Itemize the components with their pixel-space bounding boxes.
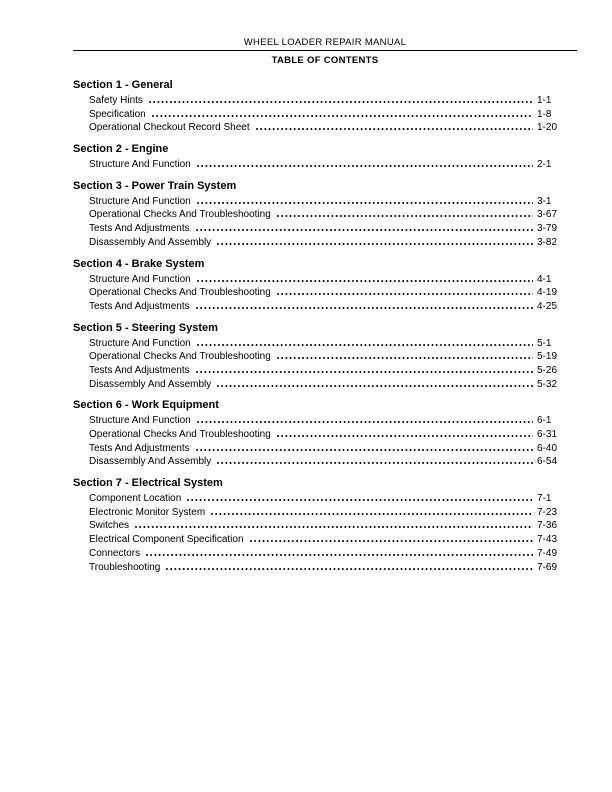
toc-entry (73, 428, 577, 442)
toc-entry (73, 300, 577, 314)
section-heading: Section 4 - Brake System (73, 257, 205, 270)
dot-leader-icon (277, 435, 533, 437)
toc-entry-page: 4-25 (537, 300, 558, 312)
toc-entry (73, 519, 577, 533)
toc-entry-page: 7-36 (537, 520, 558, 532)
toc-entry-page: 7-1 (537, 493, 552, 505)
toc-section (73, 135, 577, 172)
toc-entry (73, 121, 577, 135)
dot-leader-icon (197, 421, 533, 423)
toc-entry (73, 236, 577, 250)
toc-entry (73, 222, 577, 236)
toc-entry-page: 3-82 (537, 236, 558, 248)
toc-entry-page: 6-31 (537, 429, 558, 440)
dot-leader-icon (197, 280, 533, 282)
toc-entry-label: Tests And Adjustments (89, 442, 190, 454)
toc-entry-label: Electrical Component Specification (89, 534, 244, 546)
toc-entry-label: Troubleshooting (89, 561, 161, 573)
toc-entry (73, 506, 577, 520)
dot-leader-icon (217, 243, 533, 245)
toc-entry-page: 5-26 (537, 364, 558, 376)
dot-leader-icon (187, 499, 533, 501)
toc-entry-label: Structure And Function (89, 195, 191, 207)
dot-leader-icon (217, 462, 533, 464)
toc-entry-label: Structure And Function (89, 415, 191, 427)
toc-entry (73, 273, 577, 287)
toc-entry-label: Operational Checks And Troubleshooting (89, 351, 271, 363)
toc-entry (73, 286, 577, 300)
toc-title: TABLE OF CONTENTS (271, 55, 379, 66)
toc-entry (73, 208, 577, 222)
toc-entry (73, 414, 577, 428)
header-divider (73, 50, 577, 51)
manual-title: WHEEL LOADER REPAIR MANUAL (243, 37, 407, 48)
toc-entry (73, 492, 577, 506)
toc-entry-page: 6-40 (537, 442, 558, 454)
section-entries (73, 195, 577, 250)
dot-leader-icon (217, 385, 533, 387)
toc-entry-page: 5-1 (537, 337, 552, 349)
dot-leader-icon (196, 371, 533, 373)
section-entries (73, 492, 577, 574)
toc-entry (73, 547, 577, 561)
toc-entry-label: Tests And Adjustments (89, 364, 190, 376)
toc-entry-label: Operational Checks And Troubleshooting (89, 429, 271, 440)
toc-section (73, 469, 577, 574)
section-entries (73, 273, 577, 314)
toc-entry-page: 3-1 (537, 195, 552, 207)
dot-leader-icon (211, 513, 533, 515)
toc-entry-label: Component Location (89, 493, 182, 505)
toc-entry-page: 7-49 (537, 547, 558, 559)
toc-entry-page: 1-1 (537, 95, 552, 106)
toc-entry-page: 3-79 (537, 223, 558, 235)
section-entries (73, 94, 577, 135)
toc-entry-label: Structure And Function (89, 337, 191, 349)
dot-leader-icon (197, 344, 533, 346)
toc-entry (73, 94, 577, 108)
toc-entry (73, 442, 577, 456)
section-heading: Section 6 - Work Equipment (73, 399, 219, 412)
toc-entry-label: Tests And Adjustments (89, 300, 190, 312)
dot-leader-icon (277, 357, 533, 359)
page-header (73, 0, 577, 66)
dot-leader-icon (250, 540, 533, 542)
dot-leader-icon (135, 526, 533, 528)
dot-leader-icon (197, 165, 533, 167)
toc-entry-page: 7-69 (537, 561, 558, 573)
toc-entry-label: Specification (89, 108, 146, 120)
section-entries (73, 337, 577, 392)
toc-entry-label: Disassembly And Assembly (89, 378, 212, 390)
dot-leader-icon (149, 101, 533, 103)
toc-entry-label: Operational Checks And Troubleshooting (89, 209, 271, 221)
toc-entry-page: 5-32 (537, 378, 558, 390)
toc-entry (73, 195, 577, 209)
toc-entry-label: Connectors (89, 547, 141, 559)
dot-leader-icon (277, 293, 533, 295)
toc-entry-label: Operational Checks And Troubleshooting (89, 287, 271, 299)
section-heading: Section 7 - Electrical System (73, 477, 223, 490)
toc-entry-label: Structure And Function (89, 159, 191, 171)
toc-entry-label: Electronic Monitor System (89, 506, 206, 518)
toc-entry-page: 4-1 (537, 273, 552, 285)
toc-entry-page: 6-1 (537, 415, 552, 427)
toc-entry-page: 6-54 (537, 456, 558, 468)
dot-leader-icon (196, 449, 533, 451)
toc-entry-page: 2-1 (537, 159, 552, 171)
toc-entry-label: Safety Hints (89, 95, 143, 106)
section-heading: Section 1 - General (73, 79, 173, 91)
toc-entry-page: 1-8 (537, 108, 552, 120)
dot-leader-icon (197, 202, 533, 204)
dot-leader-icon (256, 128, 533, 130)
toc-entry (73, 158, 577, 172)
toc-entry-label: Structure And Function (89, 273, 191, 285)
toc-entry-page: 1-20 (537, 122, 558, 134)
toc-entry-label: Disassembly And Assembly (89, 236, 212, 248)
toc-section (73, 250, 577, 314)
section-heading: Section 3 - Power Train System (73, 179, 237, 192)
toc-entry-page: 7-23 (537, 506, 558, 518)
dot-leader-icon (196, 229, 533, 231)
toc-section (73, 71, 577, 135)
toc-entry (73, 364, 577, 378)
section-entries (73, 414, 577, 469)
dot-leader-icon (196, 307, 533, 309)
toc-section (73, 314, 577, 392)
toc-entry (73, 350, 577, 364)
dot-leader-icon (166, 568, 533, 570)
section-entries (73, 158, 577, 172)
dot-leader-icon (146, 554, 533, 556)
toc-section (73, 172, 577, 250)
toc-entry-label: Tests And Adjustments (89, 223, 190, 235)
toc-entry-label: Switches (89, 520, 130, 532)
toc-entry (73, 533, 577, 547)
toc-entry-label: Operational Checkout Record Sheet (89, 122, 250, 134)
toc-entry (73, 561, 577, 575)
toc-entry-label: Disassembly And Assembly (89, 456, 212, 468)
toc-entry (73, 337, 577, 351)
toc-entry (73, 455, 577, 469)
toc-entry-page: 3-67 (537, 209, 558, 221)
toc-entry-page: 5-19 (537, 351, 558, 363)
section-heading: Section 5 - Steering System (73, 321, 218, 334)
table-of-contents (73, 71, 577, 574)
dot-leader-icon (277, 215, 533, 217)
toc-section (73, 391, 577, 469)
toc-entry-page: 7-43 (537, 534, 558, 546)
toc-entry (73, 108, 577, 122)
toc-entry-page: 4-19 (537, 287, 558, 299)
dot-leader-icon (152, 115, 533, 117)
toc-entry (73, 378, 577, 392)
section-heading: Section 2 - Engine (73, 143, 169, 156)
